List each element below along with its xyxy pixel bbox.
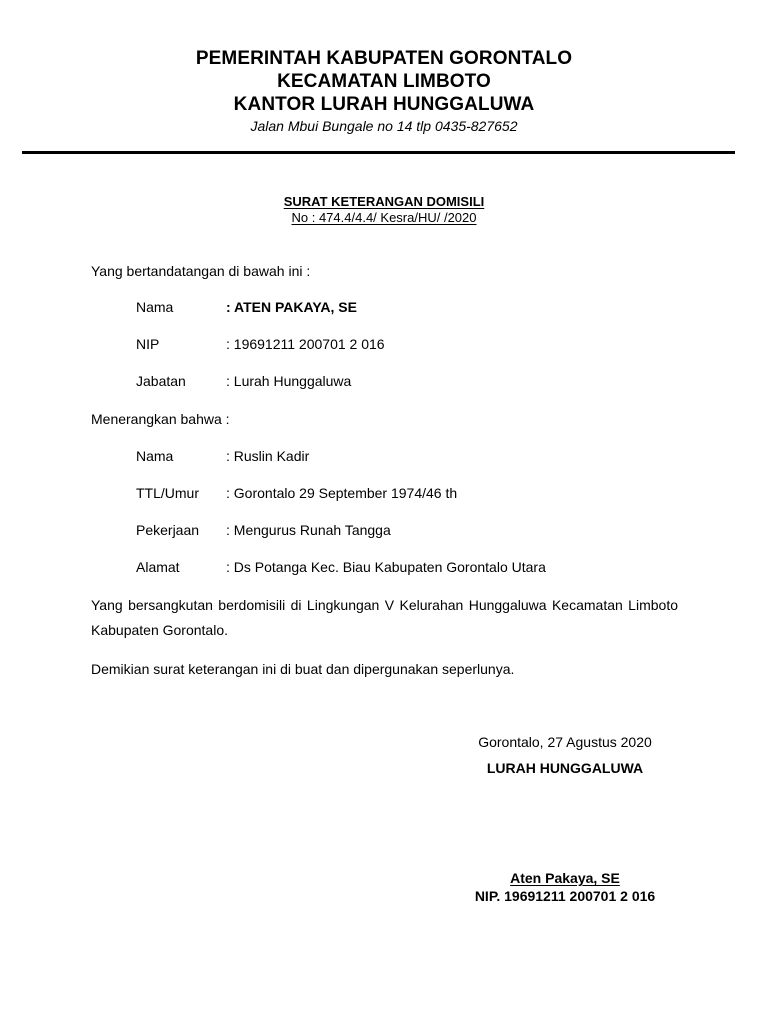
subject-intro: Menerangkan bahwa : [91,411,230,427]
letter-title-text: SURAT KETERANGAN DOMISILI [283,194,485,209]
subject-address-label: Alamat [136,559,180,575]
letterhead-address: Jalan Mbui Bungale no 14 tlp 0435-827652 [250,118,518,134]
signatory-position-value: : Lurah Hunggaluwa [226,373,352,389]
signature-position: LURAH HUNGGALUWA [486,760,644,776]
signature-nip: NIP. 19691211 200701 2 016 [474,888,656,904]
closing-statement: Demikian surat keterangan ini di buat dan dipergunakan seperlunya. [91,661,515,677]
subject-birth-value: : Gorontalo 29 September 1974/46 th [226,485,458,501]
letter-number [0,210,768,225]
signatory-position-label: Jabatan [136,373,186,389]
signatory-name-value: : ATEN PAKAYA, SE [226,299,357,315]
letterhead-district: KECAMATAN LIMBOTO [277,71,491,92]
letterhead-divider [22,151,735,154]
signatory-nip-value: : 19691211 200701 2 016 [226,336,385,352]
signature-name [440,870,690,886]
domicile-statement: Yang bersangkutan berdomisili di Lingkungan V Kelurahan Hunggaluwa Kecamatan Limboto Kabupaten Gorontalo. [91,597,678,638]
signatory-nip-label: NIP [136,336,160,352]
subject-name-label: Nama [136,448,174,464]
letterhead-office: KANTOR LURAH HUNGGALUWA [233,94,535,115]
letterhead-government: PEMERINTAH KABUPATEN GORONTALO [195,48,573,69]
subject-occupation-label: Pekerjaan [136,522,200,538]
letter-number-text: No : 474.4/4.4/ Kesra/HU/ /2020 [291,210,477,225]
subject-name-value: : Ruslin Kadir [226,448,310,464]
letter-title [0,194,768,209]
subject-address-value: : Ds Potanga Kec. Biau Kabupaten Gorontalo Utara [226,559,546,575]
signature-place-date: Gorontalo, 27 Agustus 2020 [478,734,652,750]
signatory-intro: Yang bertandatangan di bawah ini : [91,263,311,279]
signature-name-text: Aten Pakaya, SE [510,870,620,886]
signatory-name-label: Nama [136,299,174,315]
subject-birth-label: TTL/Umur [136,485,199,501]
subject-occupation-value: : Mengurus Runah Tangga [226,522,391,538]
